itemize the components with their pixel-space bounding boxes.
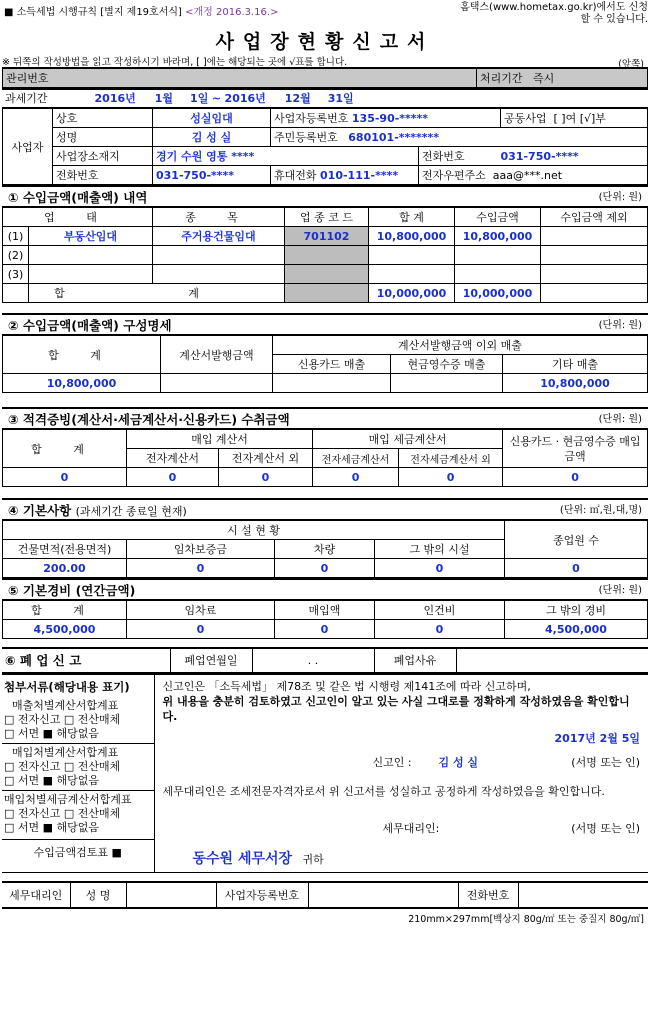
tax-form-page [2, 0, 648, 925]
footer-name-label: 성 명 [70, 882, 126, 908]
joint-label: 공동사업 [504, 112, 547, 125]
s3-value: 0 [127, 468, 219, 487]
attach-item-line[interactable]: □ 전자신고 □ 전산매체 [4, 712, 121, 726]
email-label: 전자우편주소 [422, 169, 486, 182]
attach-item-line[interactable]: □ 전자신고 □ 전산매체 [4, 806, 121, 820]
s4-unit: (단위: ㎡,원,대,명) [559, 505, 642, 516]
section-5-title [2, 578, 648, 600]
rrn-value: 680101-******* [348, 131, 440, 144]
declaration-date: 2017년 2월 5일 [554, 731, 640, 745]
attach-item-name: 매입처별계산서합계표 [12, 745, 119, 759]
to-day: 31일 [327, 92, 354, 106]
row-code [285, 246, 369, 265]
phone-label: 전화번호 [422, 150, 465, 163]
declaration-text-2: 위 내용을 충분히 검토하였고 신고인이 알고 있는 사실 그대로를 정확하게 작성하였음을 확인합니다. [162, 694, 630, 723]
hometax-note: 홈택스(www.hometax.go.kr)에서도 신청할 수 있습니다. [460, 2, 648, 25]
declaration-text-1: 신고인은 「소득세법」 제78조 및 같은 법 시행령 제141조에 따라 신고하며, [162, 679, 531, 693]
s5-value: 0 [275, 620, 375, 639]
review-table-check[interactable]: 수입금액검토표 ■ [33, 845, 122, 859]
row-code: 701102 [285, 227, 369, 246]
s5-title-text: ⑤ 기본경비 (연간금액) [8, 583, 136, 598]
paper-spec: 210mm×297mm[백상지 80g/㎡ 또는 중질지 80g/㎡] [408, 913, 644, 925]
s3-value: 0 [313, 468, 399, 487]
row-no: (2) [3, 246, 29, 265]
form-reference [4, 3, 278, 18]
attach-item-line[interactable]: □ 전자신고 □ 전산매체 [4, 759, 121, 773]
row-type [29, 265, 153, 284]
table-row [3, 227, 648, 246]
page-side: (앞쪽) [618, 59, 644, 70]
declaration-panel [154, 674, 648, 873]
rrn-label: 주민등록번호 [274, 131, 338, 144]
to-year: 2016년 [224, 92, 266, 106]
s2-etc-label: 기타 매출 [503, 355, 648, 374]
s5-header: 그 밖의 경비 [505, 601, 648, 620]
s2-title-text: ② 수입금액(매출액) 구성명세 [8, 318, 172, 333]
row-excl [541, 227, 648, 246]
address-label: 사업장소재지 [53, 147, 153, 166]
owner-label: 성명 [53, 128, 153, 147]
section-2-title [2, 313, 648, 335]
footer-reg-value [308, 882, 458, 908]
row-excl [541, 246, 648, 265]
s6-reason-value [456, 648, 648, 672]
s3-unit: (단위: 원) [598, 414, 642, 425]
attach-item-name: 매입처별세금계산서합계표 [4, 792, 132, 806]
s2-etc-value: 10,800,000 [503, 374, 648, 393]
composition-table [2, 335, 648, 393]
reporter-line [163, 754, 641, 770]
row-income: 10,800,000 [455, 227, 541, 246]
form-title: 사업장현황신고서 [215, 31, 435, 53]
agent-footer-table [2, 881, 648, 909]
s5-value: 0 [375, 620, 505, 639]
row-total [369, 246, 455, 265]
instruction-notice [2, 54, 648, 70]
s3-total-label: 합 계 [3, 430, 127, 468]
attach-title: 첨부서류(해당내용 표기) [4, 679, 130, 694]
s4-subtitle: (과세기간 종료일 현재) [75, 505, 187, 518]
declaration-table [2, 673, 648, 873]
s5-header: 인건비 [375, 601, 505, 620]
s2-cash-label: 현금영수증 매출 [391, 355, 503, 374]
section-3-title [2, 407, 648, 429]
s3-purchase-inv-label: 매입 계산서 [127, 430, 313, 449]
footer-reg-label: 사업자등록번호 [216, 882, 308, 908]
reg-no-cell [271, 109, 501, 128]
office-line [163, 848, 641, 868]
tel-value: 031-750-**** [153, 166, 271, 185]
s1-unit: (단위: 원) [598, 192, 642, 203]
agent-sign-note: (서명 또는 인) [571, 821, 640, 835]
attach-item-line[interactable]: □ 서면 ■ 해당없음 [4, 773, 100, 787]
table-row [3, 265, 648, 284]
s3-e-inv: 전자계산서 [127, 449, 219, 468]
s4-facility-label: 시 설 현 황 [3, 521, 505, 540]
name-value: 성실임대 [153, 109, 271, 128]
s2-card-label: 신용카드 매출 [273, 355, 391, 374]
s2-total-label: 합 계 [3, 336, 161, 374]
attach-item-line[interactable]: □ 서면 ■ 해당없음 [4, 726, 100, 740]
agent-text: 세무대리인은 조세전문자격자로서 위 신고서를 성실하고 공정하게 작성하였음을 확인합니다. [162, 784, 605, 798]
mobile-label: 휴대전화 [274, 169, 317, 182]
joint-value: [ ]여 [√]부 [553, 112, 606, 125]
row-total: 10,800,000 [369, 227, 455, 246]
s1-header-excl: 수입금액 제외 [541, 208, 648, 227]
s1-header-type: 업 태 [3, 208, 153, 227]
agent-label: 세무대리인: [382, 821, 440, 835]
s6-date-label: 폐업연월일 [170, 648, 252, 672]
row-no: (1) [3, 227, 29, 246]
s3-e-tax-other: 전자세금계산서 외 [399, 449, 503, 468]
honorific: 귀하 [302, 852, 324, 866]
footer-name-value [126, 882, 216, 908]
row-code [285, 265, 369, 284]
s3-card-label: 신용카드 · 현금영수증 매입금액 [503, 430, 648, 468]
s4-staff-label: 종업원 수 [505, 521, 648, 559]
row-excl [541, 265, 648, 284]
agent-line [163, 820, 641, 836]
notice-text: ※ 뒤쪽의 작성방법을 읽고 작성하시기 바라며, [ ]에는 해당되는 곳에 √표를 합니다. [2, 57, 348, 68]
row-item [153, 265, 285, 284]
revision-text: <개정 2016.3.16.> [185, 7, 279, 18]
from-day: 1일 [190, 92, 209, 106]
mobile-cell [271, 166, 419, 185]
row-income [455, 265, 541, 284]
s5-header: 합 계 [3, 601, 127, 620]
reporter-sign-note: (서명 또는 인) [571, 755, 640, 769]
tax-period-label: 과세기간 [5, 92, 48, 106]
address-value: 경기 수원 영통 **** [153, 147, 419, 166]
s1-header-total: 합 계 [369, 208, 455, 227]
s5-value: 4,500,000 [505, 620, 648, 639]
s4-value: 0 [505, 559, 648, 578]
s2-total-value: 10,800,000 [3, 374, 161, 393]
reg-label: 사업자등록번호 [274, 112, 349, 125]
section-4-title [2, 498, 648, 520]
attachments-panel [2, 674, 154, 873]
income-table [2, 207, 648, 303]
s5-header: 매입액 [275, 601, 375, 620]
s4-deposit-label: 임차보증금 [127, 540, 275, 559]
s4-area-label: 건물면적(전용면적) [3, 540, 127, 559]
s3-title-text: ③ 적격증빙(계산서·세금계산서·신용카드) 수취금액 [8, 412, 290, 427]
evidence-table [2, 429, 648, 487]
s4-other-label: 그 밖의 시설 [375, 540, 505, 559]
s2-invoice-label: 계산서발행금액 [161, 336, 273, 374]
tax-period-row [2, 89, 648, 108]
s4-title-text: ④ 기본사항 [8, 503, 72, 518]
row-type [29, 246, 153, 265]
s4-value: 0 [275, 559, 375, 578]
row-item [153, 246, 285, 265]
row-item: 주거용건물임대 [153, 227, 285, 246]
email-value: aaa@***.net [492, 169, 563, 182]
period-label: 처리기간 [480, 71, 523, 85]
to-month: 12월 [284, 92, 311, 106]
name-label: 상호 [53, 109, 153, 128]
s3-value: 0 [399, 468, 503, 487]
s1-title-text: ① 수입금액(매출액) 내역 [8, 190, 148, 205]
phone-cell [419, 147, 648, 166]
s6-title: ⑥ 폐 업 신 고 [2, 648, 170, 672]
period-value: 즉시 [533, 71, 555, 85]
from-year: 2016년 [94, 92, 136, 106]
s1-header-income: 수입금액 [455, 208, 541, 227]
row-total [369, 265, 455, 284]
s3-value: 0 [3, 468, 127, 487]
reg-value: 135-90-***** [351, 112, 429, 125]
business-table [2, 108, 648, 185]
footer-phone-value [518, 882, 648, 908]
from-month: 1월 [154, 92, 174, 106]
s5-unit: (단위: 원) [598, 585, 642, 596]
mobile-value: 010-111-**** [320, 169, 399, 182]
s6-date-value: . . [252, 648, 374, 672]
admin-table [2, 67, 648, 88]
office-name: 동수원 세무서장 [192, 850, 293, 867]
s3-value: 0 [219, 468, 313, 487]
s4-vehicle-label: 차량 [275, 540, 375, 559]
email-cell [419, 166, 648, 185]
phone-value: 031-750-**** [500, 150, 579, 163]
s1-header-code: 업 종 코 드 [285, 208, 369, 227]
s3-purchase-tax-label: 매입 세금계산서 [313, 430, 503, 449]
basic-info-table [2, 520, 648, 578]
business-section-label: 사업자 [3, 109, 53, 185]
reporter-name: 김 성 실 [438, 755, 479, 769]
owner-value: 김 성 실 [153, 128, 271, 147]
s2-unit: (단위: 원) [598, 320, 642, 331]
attach-item-line[interactable]: □ 서면 ■ 해당없음 [4, 820, 100, 834]
s5-header: 임차료 [127, 601, 275, 620]
row-no: (3) [3, 265, 29, 284]
tilde: ~ [211, 92, 222, 106]
mgmt-number-cell: 관리번호 [3, 68, 477, 87]
s1-sum-total: 10,000,000 [369, 284, 455, 303]
form-header [2, 0, 648, 30]
footer-agent-label: 세무대리인 [2, 882, 70, 908]
s5-value: 4,500,000 [3, 620, 127, 639]
attach-item-name: 매출처별계산서합계표 [12, 698, 119, 712]
s6-reason-label: 폐업사유 [374, 648, 456, 672]
closure-table [2, 647, 648, 673]
expenses-table [2, 600, 648, 639]
footer-phone-label: 전화번호 [458, 882, 518, 908]
section-1-title [2, 185, 648, 207]
row-type: 부동산임대 [29, 227, 153, 246]
s4-value: 0 [375, 559, 505, 578]
s4-value: 200.00 [3, 559, 127, 578]
s1-header-item: 종 목 [153, 208, 285, 227]
tax-period-table [2, 88, 648, 109]
tel-label: 전화번호 [53, 166, 153, 185]
s4-value: 0 [127, 559, 275, 578]
reporter-label: 신고인 : [372, 755, 412, 769]
table-row [3, 246, 648, 265]
s3-value: 0 [503, 468, 648, 487]
row-income [455, 246, 541, 265]
s3-e-inv-other: 전자계산서 외 [219, 449, 313, 468]
s3-e-tax: 전자세금계산서 [313, 449, 399, 468]
s1-sum-income: 10,000,000 [455, 284, 541, 303]
rrn-cell [271, 128, 648, 147]
s2-other-group-label: 계산서발행금액 이외 매출 [273, 336, 648, 355]
s1-sum-label: 합 계 [29, 284, 285, 303]
form-ref-text: ■ 소득세법 시행규칙 [별지 제19호서식] [4, 7, 182, 18]
s5-value: 0 [127, 620, 275, 639]
processing-period-cell [477, 68, 648, 87]
joint-cell [501, 109, 648, 128]
